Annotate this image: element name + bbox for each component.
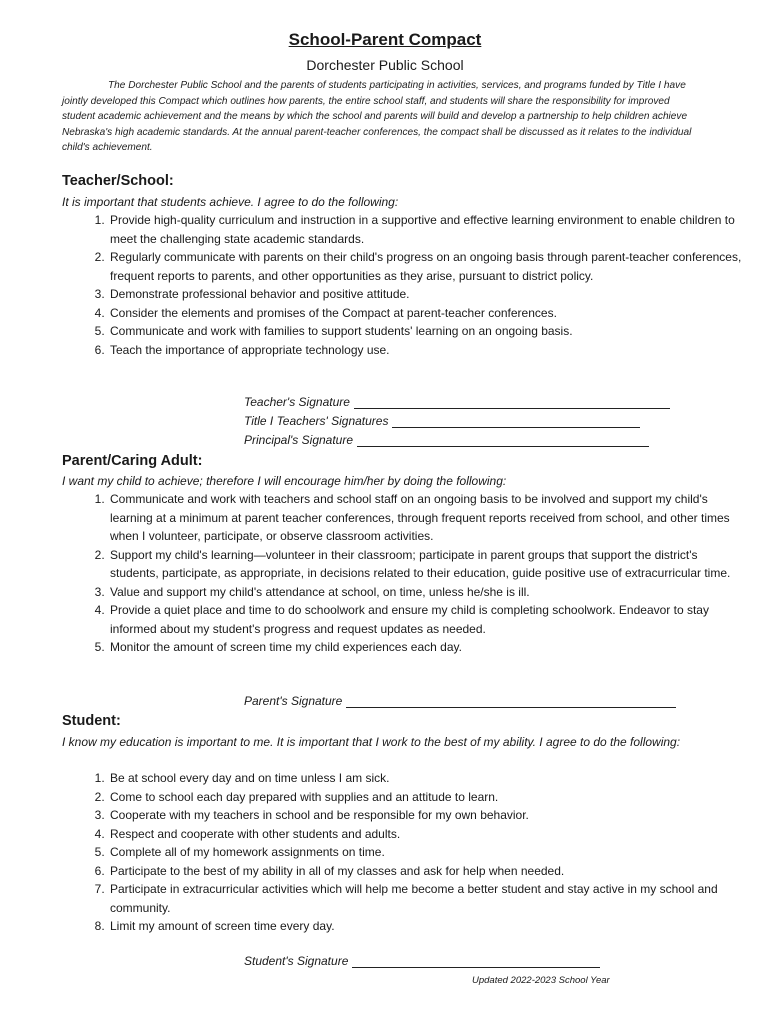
school-name: Dorchester Public School xyxy=(306,57,464,73)
updated-footer: Updated 2022-2023 School Year xyxy=(472,975,610,986)
signature-line[interactable] xyxy=(346,694,676,708)
student-signature-row xyxy=(244,954,600,968)
list-item: 5. Monitor the amount of screen time my child experiences each day. xyxy=(108,638,748,657)
list-item: 5. Complete all of my homework assignments on time. xyxy=(108,843,748,862)
list-item: 6. Teach the importance of appropriate technology use. xyxy=(108,341,748,360)
signature-line[interactable] xyxy=(354,395,670,409)
student-section-heading: Student: xyxy=(62,713,121,729)
list-item: 2. Regularly communicate with parents on their child's progress on an ongoing basis through parent-teacher conferences, frequent reports to parents, and other opportunities as they arise, pursuant to district policy. xyxy=(108,248,748,285)
parent-commitments-list xyxy=(62,490,748,657)
signature-line[interactable] xyxy=(357,433,649,447)
parent-section-lead: I want my child to achieve; therefore I will encourage him/her by doing the following: xyxy=(62,474,507,488)
student-section-lead: I know my education is important to me. It is important that I work to the best of my ability. I agree to do the following: xyxy=(62,735,681,749)
list-item: 2. Support my child's learning—volunteer in their classroom; participate in parent groups that support the district's students, participate, as appropriate, in decisions related to their education, guide positive use of extracurricular time. xyxy=(108,546,748,583)
parent-section-heading: Parent/Caring Adult: xyxy=(62,453,203,469)
list-item: 1. Provide high-quality curriculum and instruction in a supportive and effective learning environment to enable children to meet the challenging state academic standards. xyxy=(108,211,748,248)
signature-line[interactable] xyxy=(352,954,600,968)
list-item: 2. Come to school each day prepared with supplies and an attitude to learn. xyxy=(108,788,748,807)
signature-label: Teacher's Signature xyxy=(244,395,350,409)
signature-label: Parent's Signature xyxy=(244,694,343,708)
intro-paragraph: The Dorchester Public School and the parents of students participating in activities, services, and programs funded by Title I have jointly developed this Compact which outlines how parents, the entire school staff, and students will share the responsibility for improved student academic achievement and the means by which the school and parents will build and develop a partnership to help children achieve Nebraska's high academic standards. At the annual parent-teacher conferences, the compact shall be discussed as it relates to the individual child's achievement. xyxy=(62,80,692,153)
teacher-signature-row xyxy=(244,395,670,409)
signature-label: Title I Teachers' Signatures xyxy=(244,414,389,428)
list-item: 3. Demonstrate professional behavior and positive attitude. xyxy=(108,285,748,304)
teacher-section-lead: It is important that students achieve. I agree to do the following: xyxy=(62,195,399,209)
list-item: 5. Communicate and work with families to support students' learning on an ongoing basis. xyxy=(108,322,748,341)
list-item: 4. Provide a quiet place and time to do schoolwork and ensure my child is completing schoolwork. Endeavor to stay informed about my student's progress and request updates as needed. xyxy=(108,601,748,638)
signature-label: Student's Signature xyxy=(244,954,349,968)
list-item: 3. Value and support my child's attendance at school, on time, unless he/she is ill. xyxy=(108,583,748,602)
student-commitments-list xyxy=(62,769,748,936)
list-item: 4. Respect and cooperate with other students and adults. xyxy=(108,825,748,844)
parent-signature-row xyxy=(244,694,676,708)
signature-label: Principal's Signature xyxy=(244,433,354,447)
teacher-section-heading: Teacher/School: xyxy=(62,173,174,189)
list-item: 1. Be at school every day and on time unless I am sick. xyxy=(108,769,748,788)
principal-signature-row xyxy=(244,433,649,447)
teacher-commitments-list xyxy=(62,211,748,359)
title-i-signature-row xyxy=(244,414,640,428)
list-item: 4. Consider the elements and promises of the Compact at parent-teacher conferences. xyxy=(108,304,748,323)
document-title: School-Parent Compact xyxy=(288,30,482,49)
signature-line[interactable] xyxy=(392,414,640,428)
list-item: 8. Limit my amount of screen time every day. xyxy=(108,917,748,936)
list-item: 6. Participate to the best of my ability in all of my classes and ask for help when needed. xyxy=(108,862,748,881)
list-item: 1. Communicate and work with teachers and school staff on an ongoing basis to be involved and support my child's learning at a minimum at parent teacher conferences, through frequent reports received from school, and other times when I volunteer, participate, or observe classroom activities. xyxy=(108,490,748,546)
list-item: 3. Cooperate with my teachers in school and be responsible for my own behavior. xyxy=(108,806,748,825)
list-item: 7. Participate in extracurricular activities which will help me become a better student and stay active in my school and community. xyxy=(108,880,748,917)
